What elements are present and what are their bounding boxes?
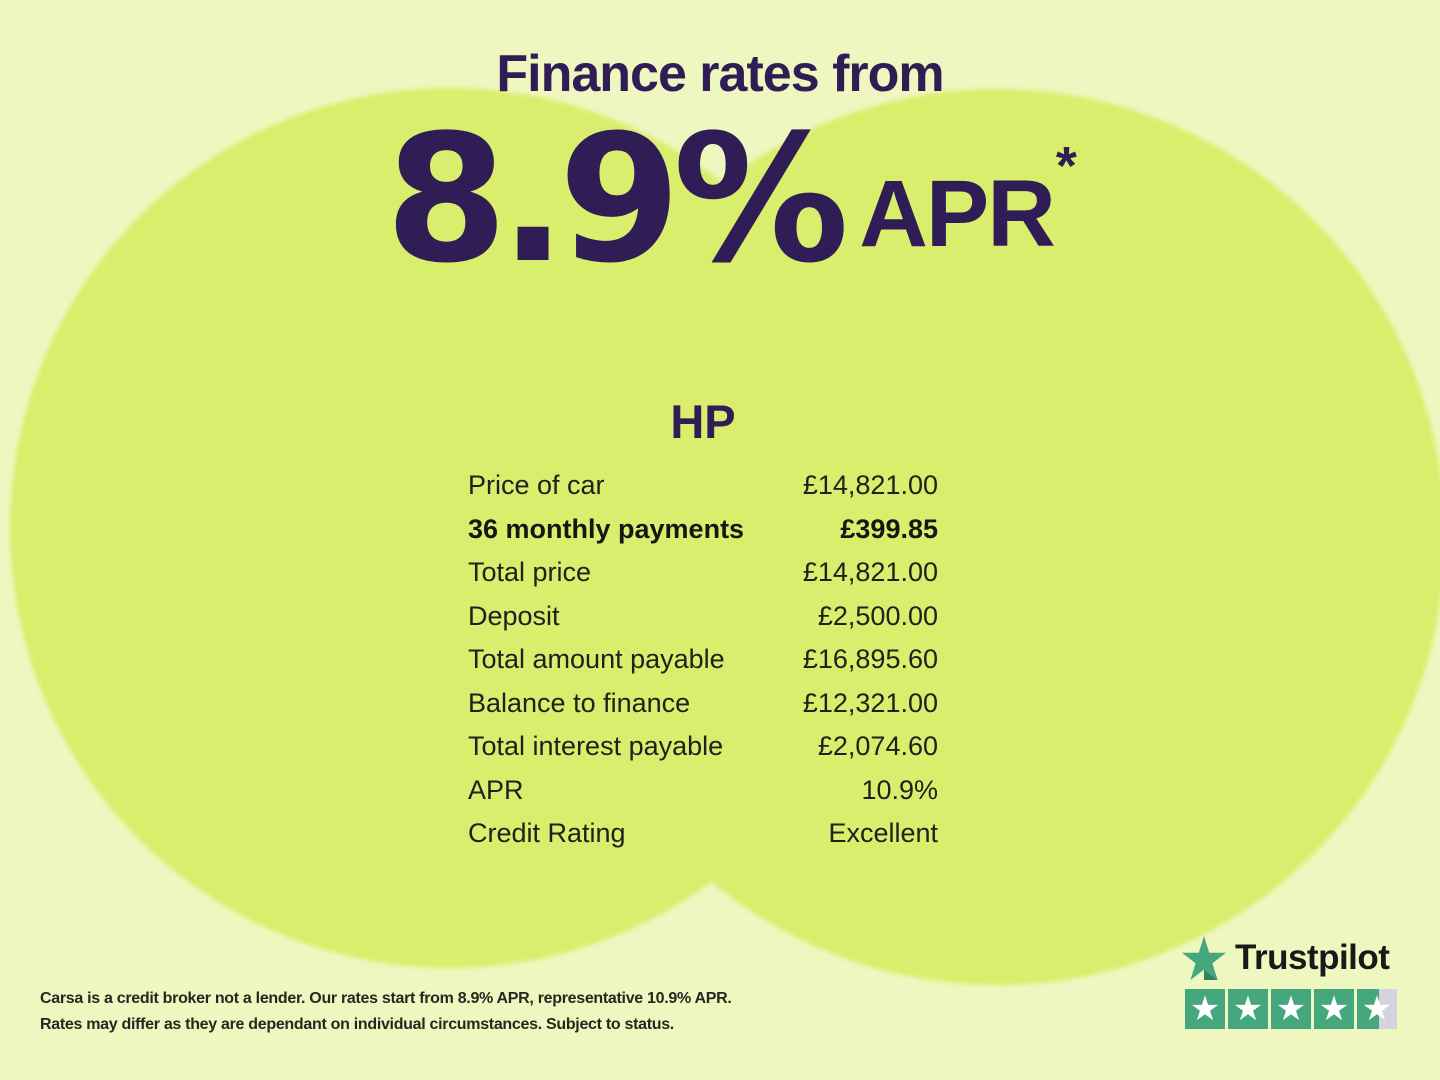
row-label: Total amount payable (468, 644, 725, 674)
row-label: Deposit (468, 600, 560, 631)
trustpilot-wordmark: Trustpilot (1235, 938, 1390, 977)
row-value: £14,821.00 (802, 557, 938, 587)
row-label: Credit Rating (468, 818, 626, 848)
apr-rate-unit (859, 136, 1075, 267)
rating-star-icon: ★ (1189, 989, 1221, 1029)
row-label: Balance to finance (468, 687, 691, 718)
apr-unit-text: APR (859, 161, 1054, 267)
apr-headline (0, 97, 1440, 302)
rating-star-box (1185, 989, 1225, 1029)
row-label: Price of car (468, 470, 605, 500)
table-row (468, 688, 938, 732)
row-value: £14,821.00 (802, 470, 938, 500)
finance-rates-heading: Finance rates from (496, 45, 944, 103)
rating-star-icon: ★ (1361, 989, 1393, 1029)
trustpilot-logo (1182, 936, 1389, 980)
disclaimer-line-1: Carsa is a credit broker not a lender. Our rates start from 8.9% APR, representative 10.9% APR. (40, 990, 732, 1007)
table-row (468, 818, 938, 862)
disclaimer-line-2: Rates may differ as they are dependant on individual circumstances. Subject to status. (40, 1016, 674, 1033)
apr-rate-value: 8.9% (385, 97, 842, 302)
row-label: Total interest payable (468, 731, 724, 761)
rating-star-icon: ★ (1318, 989, 1350, 1029)
rating-star-icon: ★ (1232, 989, 1264, 1029)
row-value: £2,074.60 (817, 731, 938, 761)
row-label: APR (468, 774, 524, 805)
row-value: £2,500.00 (817, 600, 938, 631)
quote-section (468, 394, 938, 449)
table-row (468, 557, 938, 601)
row-value: 10.9% (861, 774, 938, 805)
finance-table (468, 470, 938, 862)
table-row (468, 514, 938, 558)
rating-star-icon: ★ (1275, 989, 1307, 1029)
row-value: £399.85 (840, 513, 938, 544)
rating-star-box (1357, 989, 1397, 1029)
trustpilot-star-icon (1182, 936, 1226, 980)
row-value: Excellent (828, 818, 938, 848)
rating-star-box (1314, 989, 1354, 1029)
table-row (468, 644, 938, 688)
table-row (468, 601, 938, 645)
rating-star-box (1271, 989, 1311, 1029)
row-label: 36 monthly payments (468, 513, 745, 544)
trustpilot-rating-strip (1185, 989, 1397, 1029)
apr-footnote-asterisk: * (1055, 136, 1075, 196)
disclaimer-text (40, 986, 840, 1038)
table-row (468, 470, 938, 514)
row-value: £12,321.00 (802, 687, 938, 718)
table-row (468, 731, 938, 775)
row-label: Total price (468, 557, 592, 587)
rating-star-box (1228, 989, 1268, 1029)
table-row (468, 775, 938, 819)
row-value: £16,895.60 (802, 644, 938, 674)
section-title-hp: HP (670, 395, 736, 448)
